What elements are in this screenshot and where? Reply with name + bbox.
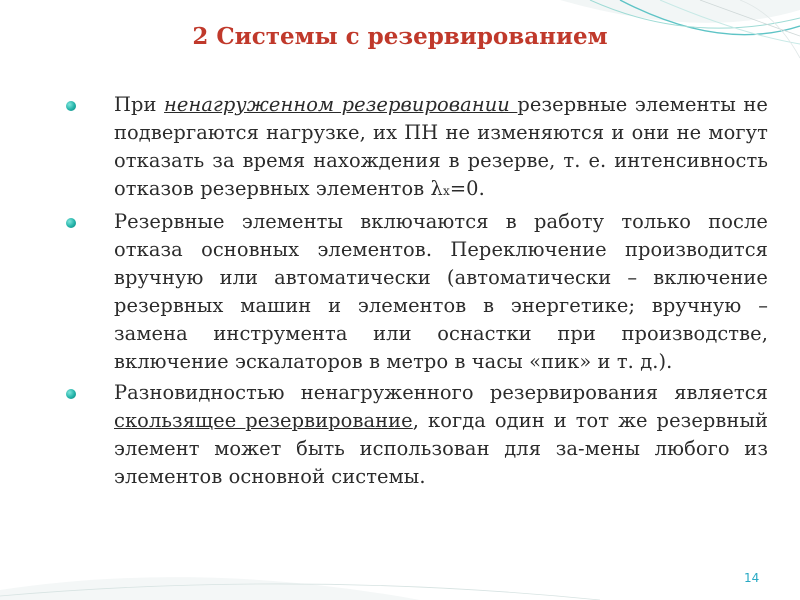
bullet-text-part: ненагруженном резервировании bbox=[164, 93, 518, 116]
bullet-text-part: Резервные элементы включаются в работу только после отказа основных элементов. Переключение производится вручную или автоматически (автоматически – включение резервных машин и элементов в энергетике; вручную – замена инструмента или оснастки при производстве, включение эскалаторов в метро в часы «пик» и т. д.). bbox=[114, 210, 768, 373]
slide-title: 2 Системы с резервированием bbox=[192, 23, 608, 50]
bullet-text bbox=[114, 379, 768, 491]
bullet-text-part: =0. bbox=[449, 177, 485, 200]
bullet-text bbox=[114, 208, 768, 376]
bullet-dot-icon bbox=[66, 389, 76, 399]
bullet-item bbox=[64, 91, 768, 205]
bullet-text-part: Разновидностью ненагруженного резервирования является bbox=[114, 381, 768, 404]
bullet-item bbox=[64, 208, 768, 376]
bullet-list bbox=[64, 91, 768, 494]
bullet-text-part: резервные элементы не подвергаются нагрузке, их ПН не изменяются и они не могут отказать за время нахождения в резерве, т. е. интенсивность отказов резервных элементов λ bbox=[114, 93, 769, 200]
bullet-text-part: x bbox=[442, 184, 450, 198]
bullet-dot-icon bbox=[66, 218, 76, 228]
bullet-item bbox=[64, 379, 768, 491]
bullet-text-part: скользящее резервирование bbox=[114, 409, 413, 432]
bullet-text-part: При bbox=[114, 93, 165, 116]
bullet-dot-icon bbox=[66, 101, 76, 111]
page-number: 14 bbox=[744, 571, 760, 585]
bullet-text bbox=[114, 91, 768, 205]
bullet-text-part: , когда один и тот же резервный элемент может быть использован для за-мены любого из элементов основной системы. bbox=[114, 409, 769, 488]
